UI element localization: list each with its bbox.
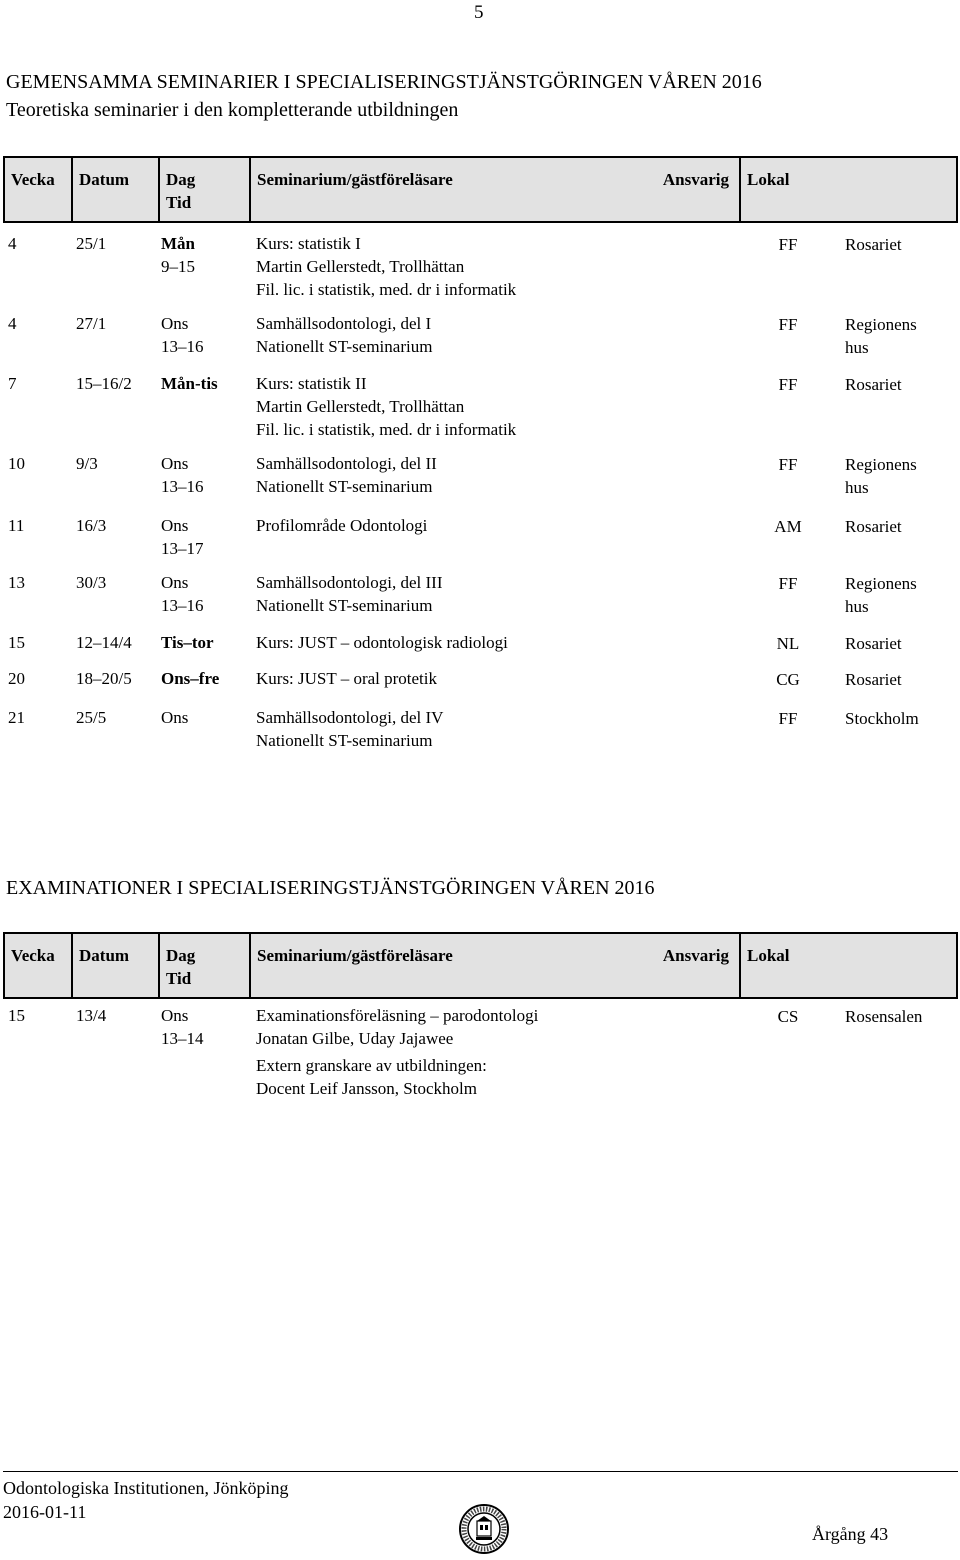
lokal-cell (845, 233, 902, 256)
vecka-cell: 4 (8, 314, 17, 333)
vecka-cell: 4 (8, 234, 17, 253)
exam-table-header (3, 932, 958, 999)
examiner-line: Extern granskare av utbildningen: (256, 1056, 487, 1075)
seminarium-line: Martin Gellerstedt, Trollhättan (256, 397, 465, 416)
seminarium-cell (256, 1004, 538, 1100)
seminarium-cell (256, 372, 516, 441)
ansvarig-cell: FF (778, 709, 798, 728)
col-seminarium-label: Seminarium/gästföreläsare (257, 946, 453, 965)
dag-value: Ons–fre (161, 669, 220, 688)
col-datum: Datum (72, 933, 159, 998)
datum-cell: 15–16/2 (76, 374, 132, 393)
seminarium-line: Kurs: JUST – odontologisk radiologi (256, 633, 508, 652)
tid-value: 13–16 (161, 337, 204, 356)
seminarium-line: Kurs: statistik I (256, 234, 361, 253)
footer-divider (3, 1471, 958, 1472)
seminarium-line: Samhällsodontologi, del IV (256, 708, 444, 727)
datum-cell: 27/1 (76, 314, 107, 333)
ansvarig-cell: AM (774, 517, 802, 536)
tid-value: 9–15 (161, 257, 195, 276)
dag-tid-cell (161, 372, 218, 395)
ansvarig-cell: CS (777, 1007, 799, 1026)
datum-cell: 16/3 (76, 516, 107, 535)
lokal-cell (845, 453, 917, 499)
seminarium-cell (256, 706, 443, 752)
col-seminarium (250, 157, 740, 222)
col-ansvarig: Ansvarig (662, 946, 729, 965)
page-subtitle: Teoretiska seminarier i den kompletterande utbildningen (6, 99, 459, 121)
lokal-line: hus (845, 597, 869, 616)
lokal-cell (845, 668, 902, 691)
col-seminarium (250, 933, 740, 998)
vecka-cell: 21 (8, 708, 25, 727)
seminarium-line: Nationellt ST-seminarium (256, 477, 433, 496)
vecka-cell: 15 (8, 633, 25, 652)
ansvarig-cell: FF (778, 574, 798, 593)
ansvarig-cell: FF (778, 235, 798, 254)
lokal-line: Regionens (845, 315, 917, 334)
lokal-cell (845, 515, 902, 538)
lokal-line: Rosensalen (845, 1007, 923, 1026)
lokal-cell (845, 1005, 922, 1028)
col-tid: Tid (166, 193, 192, 212)
seminarium-line: Nationellt ST-seminarium (256, 596, 433, 615)
col-vecka: Vecka (4, 157, 72, 222)
dag-tid-cell (161, 1004, 204, 1050)
seminarium-cell (256, 452, 437, 498)
ansvarig-cell: NL (776, 634, 800, 653)
seminarium-line: Kurs: JUST – oral protetik (256, 669, 438, 688)
seminarium-line: Nationellt ST-seminarium (256, 337, 433, 356)
seminarium-line: Examinationsföreläsning – parodontologi (256, 1006, 539, 1025)
institution-seal-logo (458, 1503, 510, 1555)
lokal-line: Stockholm (845, 709, 919, 728)
vecka-cell: 15 (8, 1006, 25, 1025)
datum-cell: 13/4 (76, 1006, 107, 1025)
dag-value: Ons (161, 516, 189, 535)
col-tid: Tid (166, 969, 192, 988)
dag-tid-cell (161, 631, 214, 654)
seminarium-line: Nationellt ST-seminarium (256, 731, 433, 750)
dag-value: Ons (161, 573, 189, 592)
lokal-line: Regionens (845, 574, 917, 593)
seminarium-line: Jonatan Gilbe, Uday Jajawee (256, 1029, 454, 1048)
footer-institution: Odontologiska Institutionen, Jönköping (3, 1478, 289, 1498)
vecka-cell: 7 (8, 374, 17, 393)
datum-cell: 25/1 (76, 234, 107, 253)
dag-tid-cell (161, 667, 219, 690)
ansvarig-cell: FF (778, 315, 798, 334)
col-lokal: Lokal (740, 157, 957, 222)
dag-value: Mån (161, 234, 195, 253)
col-lokal: Lokal (740, 933, 957, 998)
col-datum: Datum (72, 157, 159, 222)
seminarium-line: Kurs: statistik II (256, 374, 367, 393)
lokal-cell (845, 313, 917, 359)
dag-value: Ons (161, 708, 189, 727)
lokal-line: hus (845, 478, 869, 497)
tid-value: 13–16 (161, 596, 204, 615)
seminarium-line: Martin Gellerstedt, Trollhättan (256, 257, 465, 276)
lokal-cell (845, 707, 919, 730)
dag-tid-cell (161, 232, 195, 278)
vecka-cell: 11 (8, 516, 25, 535)
lokal-line: Rosariet (845, 235, 902, 254)
dag-value: Tis–tor (161, 633, 214, 652)
col-dag: Dag (166, 170, 196, 189)
col-dag: Dag (166, 946, 196, 965)
lokal-line: hus (845, 338, 869, 357)
datum-cell: 18–20/5 (76, 669, 132, 688)
seminarium-cell (256, 667, 437, 690)
tid-value: 13–14 (161, 1029, 204, 1048)
tid-value: 13–17 (161, 539, 204, 558)
seminarium-line: Samhällsodontologi, del I (256, 314, 432, 333)
ansvarig-cell: FF (778, 375, 798, 394)
dag-value: Mån-tis (161, 374, 218, 393)
dag-tid-cell (161, 514, 204, 560)
lokal-cell (845, 632, 902, 655)
dag-tid-cell (161, 312, 204, 358)
datum-cell: 12–14/4 (76, 633, 132, 652)
dag-tid-cell (161, 706, 188, 729)
examiner-line: Docent Leif Jansson, Stockholm (256, 1079, 477, 1098)
col-vecka: Vecka (4, 933, 72, 998)
lokal-cell (845, 373, 902, 396)
ansvarig-cell: CG (776, 670, 800, 689)
vecka-cell: 20 (8, 669, 25, 688)
footer-date: 2016-01-11 (3, 1502, 87, 1522)
page-title: GEMENSAMMA SEMINARIER I SPECIALISERINGSTJÄNSTGÖRINGEN VÅREN 2016 (6, 71, 762, 93)
dag-value: Ons (161, 1006, 189, 1025)
col-ansvarig: Ansvarig (662, 170, 729, 189)
lokal-line: Rosariet (845, 375, 902, 394)
dag-tid-cell (161, 452, 204, 498)
col-seminarium-label: Seminarium/gästföreläsare (257, 170, 453, 189)
lokal-cell (845, 572, 917, 618)
seminarium-line: Samhällsodontologi, del II (256, 454, 437, 473)
seminarium-cell (256, 631, 508, 654)
col-dag-tid (159, 157, 250, 222)
page-number: 5 (474, 2, 484, 23)
lokal-line: Rosariet (845, 670, 902, 689)
ansvarig-cell: FF (778, 455, 798, 474)
seminarium-line: Fil. lic. i statistik, med. dr i informatik (256, 420, 517, 439)
datum-cell: 9/3 (76, 454, 98, 473)
exam-title: EXAMINATIONER I SPECIALISERINGSTJÄNSTGÖRINGEN VÅREN 2016 (6, 877, 655, 899)
dag-tid-cell (161, 571, 204, 617)
seminarium-line: Fil. lic. i statistik, med. dr i informatik (256, 280, 517, 299)
footer-volume: Årgång 43 (812, 1524, 889, 1544)
datum-cell: 25/5 (76, 708, 107, 727)
dag-value: Ons (161, 314, 189, 333)
seminarium-line: Profilområde Odontologi (256, 516, 428, 535)
lokal-line: Rosariet (845, 517, 902, 536)
lokal-line: Regionens (845, 455, 917, 474)
tid-value: 13–16 (161, 477, 204, 496)
seminar-table-header (3, 156, 958, 223)
vecka-cell: 13 (8, 573, 25, 592)
seminarium-line: Samhällsodontologi, del III (256, 573, 443, 592)
col-dag-tid (159, 933, 250, 998)
datum-cell: 30/3 (76, 573, 107, 592)
lokal-line: Rosariet (845, 634, 902, 653)
seminarium-cell (256, 514, 427, 537)
vecka-cell: 10 (8, 454, 25, 473)
seminarium-cell (256, 312, 432, 358)
seminarium-cell (256, 571, 443, 617)
seminarium-cell (256, 232, 516, 301)
dag-value: Ons (161, 454, 189, 473)
